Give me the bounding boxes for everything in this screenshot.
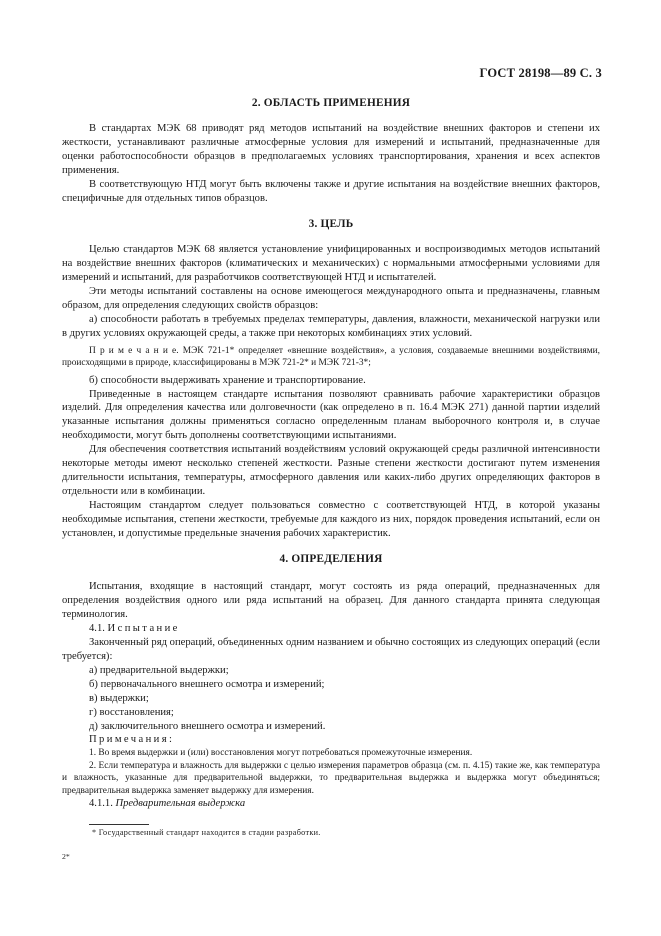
term-4-1	[62, 622, 600, 636]
list-item: б) первоначального внешнего осмотра и измерений;	[89, 678, 325, 690]
note-1: 1. Во время выдержки и (или) восстановления могут потребоваться промежуточные измерения.	[89, 748, 473, 759]
section-2-title: 2. ОБЛАСТЬ ПРИМЕНЕНИЯ	[251, 97, 411, 109]
page-mark: 2*	[62, 852, 70, 861]
notes-label: Примечания:	[89, 734, 175, 746]
section-4-paragraph-2: Законченный ряд операций, объединенных одним названием и обычно состоящих из следующих операций (если требуется):	[62, 637, 600, 662]
section-3-paragraph-1: Целью стандартов МЭК 68 является установление унифицированных и воспроизводимых методов испытаний на воздействие внешних факторов (климатических и механических) с нормальными атмосферными условиями для измерений и испытаний, для разработчиков соответствующей НТД и испытателей.	[62, 244, 600, 284]
note-2: 2. Если температура и влажность для выдержки с целью измерения параметров образца (см. п. 4.15) такие же, как температура и влажность, указанные для предварительной выдержки, то предварительная выдержка и выдержка могут объединяться; предварительная выдержка заменяет выдержку для измерения.	[62, 760, 600, 796]
section-4-paragraph-1: Испытания, входящие в настоящий стандарт, могут состоять из ряда операций, предназначенных для определения воздействия одного или ряда испытаний на образец. Для данного стандарта принята следующая терминология.	[62, 581, 600, 621]
section-4-title: 4. ОПРЕДЕЛЕНИЯ	[279, 553, 383, 566]
document-body	[62, 96, 600, 811]
section-3-paragraph-5: Приведенные в настоящем стандарте испытания позволяют сравнивать рабочие характеристики образцов изделий. Для определения качества или долговечности (как определено в п. 16.4 МЭК 271) данной партии изделий указанные испытания должны применяться согласно определенным планам выборочного контроля и, в случае необходимости, могут быть дополнены соответствующими испытаниями.	[62, 388, 600, 442]
page-header: ГОСТ 28198—89 С. 3	[479, 66, 602, 80]
section-3-paragraph-7: Настоящим стандартом следует пользоваться совместно с соответствующей НТД, в которой указаны необходимые испытания, степени жесткости, требуемые для каждого из них, порядок проведения испытаний, если он установлен, и допустимые предельные значения рабочих характеристик.	[62, 499, 600, 539]
list-item: в) выдержки;	[89, 692, 149, 704]
section-3-paragraph-6: Для обеспечения соответствия испытаний воздействиям условий окружающей среды различной интенсивности некоторые методы имеют несколько степеней жесткости. Разные степени жесткости достигают путем изменения длительности испытания, температуры, атмосферного давления или каких-либо других определяющих факторов в отдельности или в комбинации.	[62, 444, 600, 497]
subsection-title: Предварительная выдержка	[115, 797, 246, 809]
section-3-item-a: а) способности работать в требуемых пределах температуры, давления, влажности, механической нагрузки или в других условиях окружающей среды, а также при некоторых комбинациях этих условий.	[62, 313, 600, 339]
footnote-divider	[89, 824, 149, 825]
section-3-paragraph-2: Эти методы испытаний составлены на основе имеющегося международного опыта и предназначены, главным образом, для определения следующих свойств образцов:	[62, 286, 600, 312]
subsection-number: 4.1.1.	[89, 797, 116, 809]
section-3-item-b: б) способности выдерживать хранение и транспортирование.	[89, 374, 366, 386]
list-item: д) заключительного внешнего осмотра и измерений.	[89, 720, 326, 732]
subsection-4-1-1	[62, 797, 600, 811]
note-label: П р и м е ч а н и е.	[89, 345, 179, 356]
list-item: а) предварительной выдержки;	[89, 664, 229, 676]
note-text: МЭК 721-1* определяет «внешние воздействия», а условия, создаваемые внешними воздействиями, происходящими в природе, классифицированы в МЭК 721-2* и МЭК 721-3*;	[62, 345, 600, 369]
list-item: г) восстановления;	[89, 706, 174, 718]
term-name: Испытание	[107, 623, 180, 635]
term-number: 4.1.	[89, 623, 108, 635]
section-3-title: 3. ЦЕЛЬ	[308, 218, 354, 231]
footnote: * Государственный стандарт находится в стадии разработки.	[92, 828, 321, 837]
section-2-paragraph-1: В стандартах МЭК 68 приводят ряд методов испытаний на воздействие внешних факторов и степени их жесткости, устанавливают различные атмосферные условия для измерений и испытаний, предназначенные для оценки работоспособности образцов в предполагаемых условиях транспортирования, хранения и всех аспектов применения.	[62, 123, 600, 176]
section-3-note	[62, 345, 600, 370]
section-2-paragraph-2: В соответствующую НТД могут быть включены также и другие испытания на воздействие внешних факторов, специфичные для отдельных типов образцов.	[62, 178, 600, 204]
